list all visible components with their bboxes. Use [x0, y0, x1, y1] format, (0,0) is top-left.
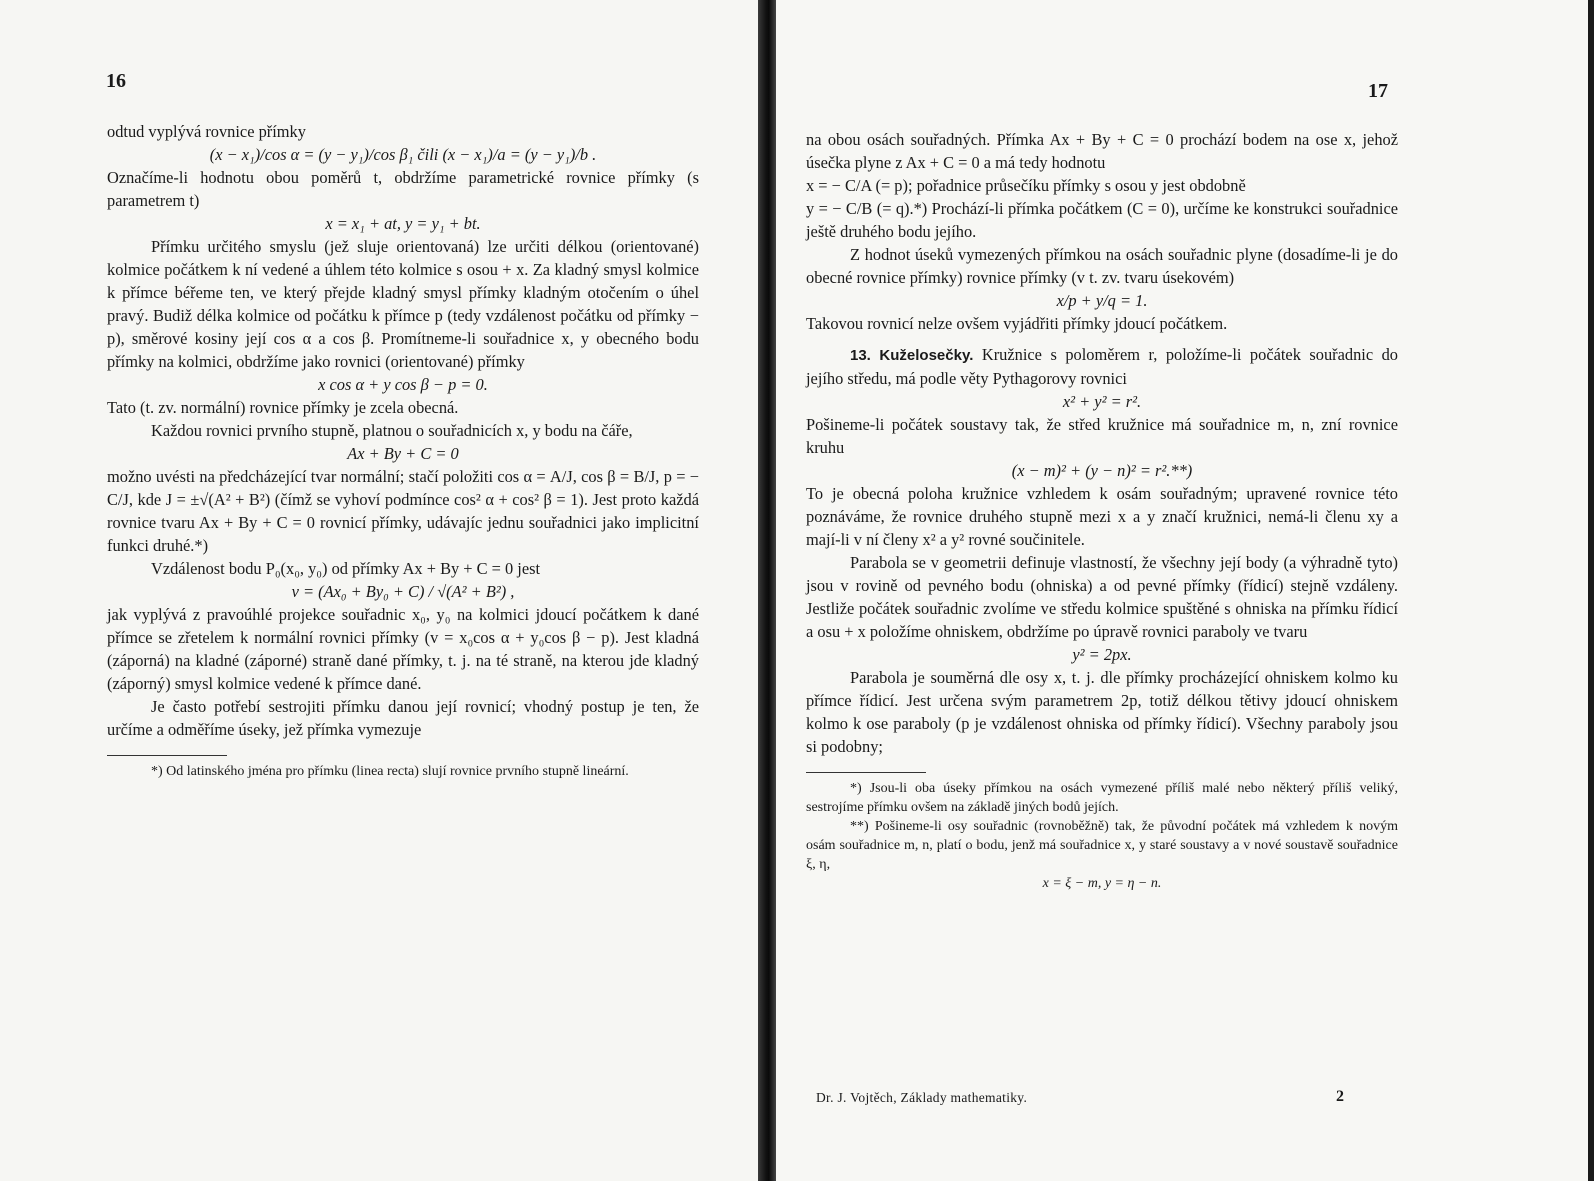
- footer-signature: 2: [1336, 1088, 1345, 1105]
- text-paragraph: y = − C/B (= q).*) Prochází-li přímka počátkem (C = 0), určíme ke konstrukci souřadnice ještě druhého bodu jejího.: [806, 199, 1398, 241]
- text-paragraph: Přímku určitého smyslu (jež sluje orientovaná) lze určiti délkou (orientované) kolmice počátkem k ní vedené a úhlem této kolmice s osou + x. Za kladný smysl kolmice k přímce béřeme ten, ve který přejde kladný smysl přímky kladným otočením o úhel pravý. Budiž délka kolmice od počátku k přímce p (tedy vzdálenost počátku od přímky − p), směrové kosiny její cos α a cos β. Promítneme-li souřadnice x, y obecného bodu přímky na kolmici, obdržíme jako rovnici (orientované) přímky: [107, 237, 699, 371]
- formula: x cos α + y cos β − p = 0.: [318, 375, 488, 394]
- formula: (x − m)² + (y − n)² = r².**): [1011, 461, 1193, 480]
- footnote-rule: [107, 755, 227, 756]
- text-paragraph: Vzdálenost bodu P₀(x₀, y₀) od přímky Ax + By + C = 0 jest: [151, 559, 541, 578]
- formula: Ax + By + C = 0: [347, 444, 459, 463]
- section-heading: 13. Kuželosečky.: [850, 347, 974, 364]
- text-line: odtud vyplývá rovnice přímky: [107, 122, 306, 141]
- text-paragraph: Je často potřebí sestrojiti přímku danou její rovnicí; vhodný postup je ten, že určíme a odměříme úseky, jež přímka vymezuje: [107, 697, 699, 739]
- text-paragraph: Parabola je souměrná dle osy x, t. j. dle přímky procházející ohniskem kolmo ku přímce řídicí. Jest určena svým parametrem 2p, totiž délkou tětivy jdoucí ohniskem kolmo k ose paraboly (p je vzdálenost ohniska od přímky řídicí). Všechny paraboly jsou si podobny;: [806, 668, 1398, 756]
- left-text-column: [107, 120, 699, 781]
- page-number-right: 17: [1368, 80, 1388, 102]
- text-paragraph: možno uvésti na předcházející tvar normální; stačí položiti cos α = A/J, cos β = B/J, p = − C/J, kde J = ±√(A² + B²) (čímž se vyhoví podmínce cos² α + cos² β = 1). Jest proto každá rovnice tvaru Ax + By + C = 0 rovnicí přímky, udávajíc jednu souřadnici jako implicitní funkci druhé.*): [107, 467, 699, 555]
- footnote: *) Od latinského jména pro přímku (linea recta) slují rovnice prvního stupně lineární.: [151, 764, 629, 779]
- section-paragraph: [806, 343, 1398, 390]
- formula: x² + y² = r².: [1062, 392, 1142, 411]
- page-number-left: 16: [106, 70, 126, 92]
- text-paragraph: Každou rovnici prvního stupně, platnou o souřadnicích x, y bodu na čáře,: [151, 421, 633, 440]
- text-paragraph: x = − C/A (= p); pořadnice průsečíku přímky s osou y jest obdobně: [806, 176, 1246, 195]
- right-page: [776, 0, 1594, 1181]
- text-paragraph: Označíme-li hodnotu obou poměrů t, obdržíme parametrické rovnice přímky (s parametrem t): [107, 168, 699, 210]
- left-page: [0, 0, 758, 1181]
- text-paragraph: Pošineme-li počátek soustavy tak, že střed kružnice má souřadnice m, n, zní rovnice kruhu: [806, 415, 1398, 457]
- footnote: **) Pošineme-li osy souřadnic (rovnoběžně) tak, že původní počátek má vzhledem k novým osám souřadnice m, n, platí o bodu, jenž má souřadnice x, y staré soustavy a v nové soustavě souřadnice ξ, η,: [806, 819, 1398, 872]
- formula: v = (Ax₀ + By₀ + C) / √(A² + B²) ,: [291, 582, 515, 601]
- text-paragraph: na obou osách souřadných. Přímka Ax + By + C = 0 prochází bodem na ose x, jehož úsečka plyne z Ax + C = 0 a má tedy hodnotu: [806, 130, 1398, 172]
- book-gutter: [758, 0, 776, 1181]
- page-edge: [1588, 0, 1594, 1181]
- section-text: Kružnice s poloměrem r, položíme-li počátek souřadnic do jejího středu, má podle věty Pythagorovy rovnici: [806, 345, 1399, 388]
- text-line: Takovou rovnicí nelze ovšem vyjádřiti přímky jdoucí počátkem.: [806, 314, 1228, 333]
- footnote: *) Jsou-li oba úseky přímkou na osách vymezené příliš malé nebo některý příliš veliký, sestrojíme přímku ovšem na základě jiných bodů jejích.: [806, 781, 1398, 815]
- formula: y² = 2px.: [1072, 645, 1132, 664]
- text-line: Tato (t. zv. normální) rovnice přímky je zcela obecná.: [107, 398, 459, 417]
- footer-author: Dr. J. Vojtěch, Základy mathematiky.: [816, 1090, 1028, 1105]
- right-text-column: [806, 128, 1398, 893]
- formula: (x − x₁)/cos α = (y − y₁)/cos β₁ čili (x − x₁)/a = (y − y₁)/b .: [209, 145, 597, 164]
- footnote-rule: [806, 772, 926, 773]
- text-paragraph: jak vyplývá z pravoúhlé projekce souřadnic x₀, y₀ na kolmici jdoucí počátkem k dané přímce se zřetelem k normální rovnici přímky (v = x₀cos α + y₀cos β − p). Jest kladná (záporná) na kladné (záporné) straně dané přímky, t. j. na té straně, na kterou jde kladný (záporný) smysl kolmice vedené k přímce dané.: [107, 605, 699, 693]
- formula: x/p + y/q = 1.: [1056, 291, 1148, 310]
- footnote-formula: x = ξ − m, y = η − n.: [1042, 876, 1162, 891]
- text-paragraph: Z hodnot úseků vymezených přímkou na osách souřadnic plyne (dosadíme-li je do obecné rovnice přímky) rovnice přímky (v t. zv. tvaru úsekovém): [806, 245, 1398, 287]
- text-paragraph: To je obecná poloha kružnice vzhledem k osám souřadným; upravené rovnice této poznáváme, že rovnice druhého stupně mezi x a y značí kružnici, nemá-li členu xy a mají-li v ní členy x² a y² rovné součinitele.: [806, 484, 1398, 549]
- formula: x = x₁ + at, y = y₁ + bt.: [325, 214, 481, 233]
- text-paragraph: Parabola se v geometrii definuje vlastností, že všechny její body (a výhradně tyto) jsou v rovině od pevného bodu (ohniska) a od pevné přímky (řídicí) stejně vzdáleny. Jestliže počátek souřadnic zvolíme ve středu kolmice spuštěné s ohniska na přímku řídicí a osu + x položíme ohniskem, obdržíme po úpravě rovnici paraboly ve tvaru: [806, 553, 1398, 641]
